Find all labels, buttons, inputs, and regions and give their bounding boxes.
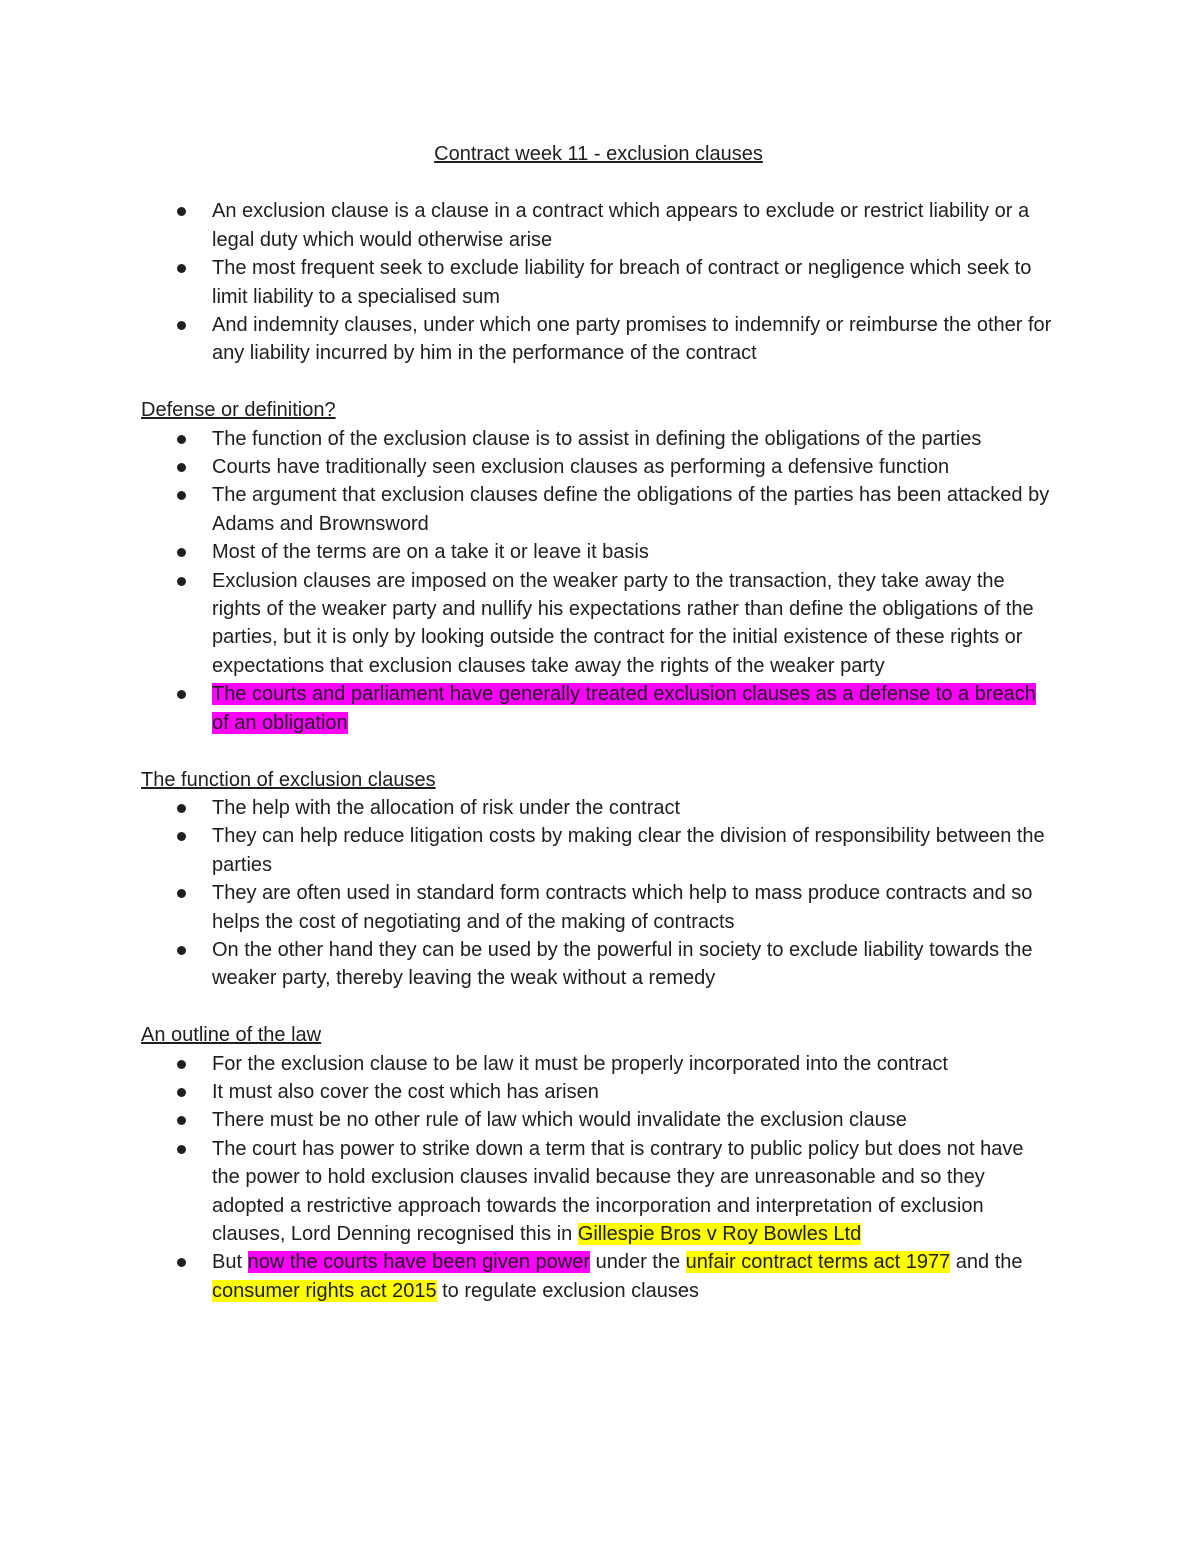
list-item: The argument that exclusion clauses define the obligations of the parties has been attacked by Adams and Brownsword bbox=[141, 481, 1056, 538]
list-item: Courts have traditionally seen exclusion clauses as performing a defensive function bbox=[141, 453, 1056, 481]
pink-highlight: now the courts have been given power bbox=[247, 1251, 591, 1274]
bullet-icon bbox=[177, 690, 186, 699]
bullet-icon bbox=[177, 1116, 186, 1125]
case-citation-highlight: Gillespie Bros v Roy Bowles Ltd bbox=[577, 1222, 862, 1245]
list-item: Exclusion clauses are imposed on the weaker party to the transaction, they take away the rights of the weaker party and nullify his expectations rather than define the obligations of the parties, but it is only by looking outside the contract for the initial existence of these rights or expectations that exclusion clauses take away the rights of the weaker party bbox=[141, 567, 1056, 681]
pink-highlight: The courts and parliament have generally treated exclusion clauses as a defense to a breach of an obligation bbox=[212, 683, 1036, 734]
intro-list bbox=[141, 197, 1056, 367]
defense-list bbox=[141, 425, 1056, 737]
list-item: An exclusion clause is a clause in a contract which appears to exclude or restrict liability or a legal duty which would otherwise arise bbox=[141, 197, 1056, 254]
bullet-icon bbox=[177, 832, 186, 841]
bullet-icon bbox=[177, 1060, 186, 1069]
bullet-icon bbox=[177, 889, 186, 898]
list-item: There must be no other rule of law which would invalidate the exclusion clause bbox=[141, 1106, 1056, 1134]
bullet-icon bbox=[177, 1258, 186, 1267]
bullet-icon bbox=[177, 804, 186, 813]
list-item: The function of the exclusion clause is to assist in defining the obligations of the parties bbox=[141, 425, 1056, 453]
section-heading-defense: Defense or definition? bbox=[141, 399, 336, 422]
bullet-icon bbox=[177, 1088, 186, 1097]
list-item: For the exclusion clause to be law it must be properly incorporated into the contract bbox=[141, 1050, 1056, 1078]
bullet-icon bbox=[177, 207, 186, 216]
list-item: They can help reduce litigation costs by making clear the division of responsibility between the parties bbox=[141, 822, 1056, 879]
list-item: On the other hand they can be used by the powerful in society to exclude liability towards the weaker party, thereby leaving the weak without a remedy bbox=[141, 936, 1056, 993]
bullet-icon bbox=[177, 264, 186, 273]
bullet-icon bbox=[177, 435, 186, 444]
list-item: They are often used in standard form contracts which help to mass produce contracts and so helps the cost of negotiating and of the making of contracts bbox=[141, 879, 1056, 936]
bullet-icon bbox=[177, 491, 186, 500]
list-item: The court has power to strike down a term that is contrary to public policy but does not have the power to hold exclusion clauses invalid because they are unreasonable and so they adopted a restrictive approach towards the incorporation and interpretation of exclusion clauses, Lord Denning recognised this in Gillespie Bros v Roy Bowles Ltd bbox=[141, 1135, 1056, 1249]
bullet-icon bbox=[177, 463, 186, 472]
statute-highlight-ucta: unfair contract terms act 1977 bbox=[685, 1251, 951, 1274]
document-page bbox=[141, 140, 1056, 1305]
bullet-icon bbox=[177, 548, 186, 557]
bullet-icon bbox=[177, 321, 186, 330]
outline-list bbox=[141, 1050, 1056, 1306]
list-item: And indemnity clauses, under which one party promises to indemnify or reimburse the other for any liability incurred by him in the performance of the contract bbox=[141, 311, 1056, 368]
section-heading-function: The function of exclusion clauses bbox=[141, 768, 436, 791]
list-item: Most of the terms are on a take it or leave it basis bbox=[141, 538, 1056, 566]
page-title: Contract week 11 - exclusion clauses bbox=[434, 143, 763, 165]
bullet-icon bbox=[177, 946, 186, 955]
statute-highlight-cra: consumer rights act 2015 bbox=[212, 1279, 437, 1302]
bullet-icon bbox=[177, 1145, 186, 1154]
list-item: It must also cover the cost which has arisen bbox=[141, 1078, 1056, 1106]
function-list bbox=[141, 794, 1056, 993]
section-heading-outline: An outline of the law bbox=[141, 1024, 322, 1047]
list-item-highlighted bbox=[141, 680, 1056, 737]
bullet-icon bbox=[177, 577, 186, 586]
list-item: The most frequent seek to exclude liability for breach of contract or negligence which seek to limit liability to a specialised sum bbox=[141, 254, 1056, 311]
list-item: The help with the allocation of risk under the contract bbox=[141, 794, 1056, 822]
list-item: But now the courts have been given power under the unfair contract terms act 1977 and the consumer rights act 2015 to regulate exclusion clauses bbox=[141, 1248, 1056, 1305]
